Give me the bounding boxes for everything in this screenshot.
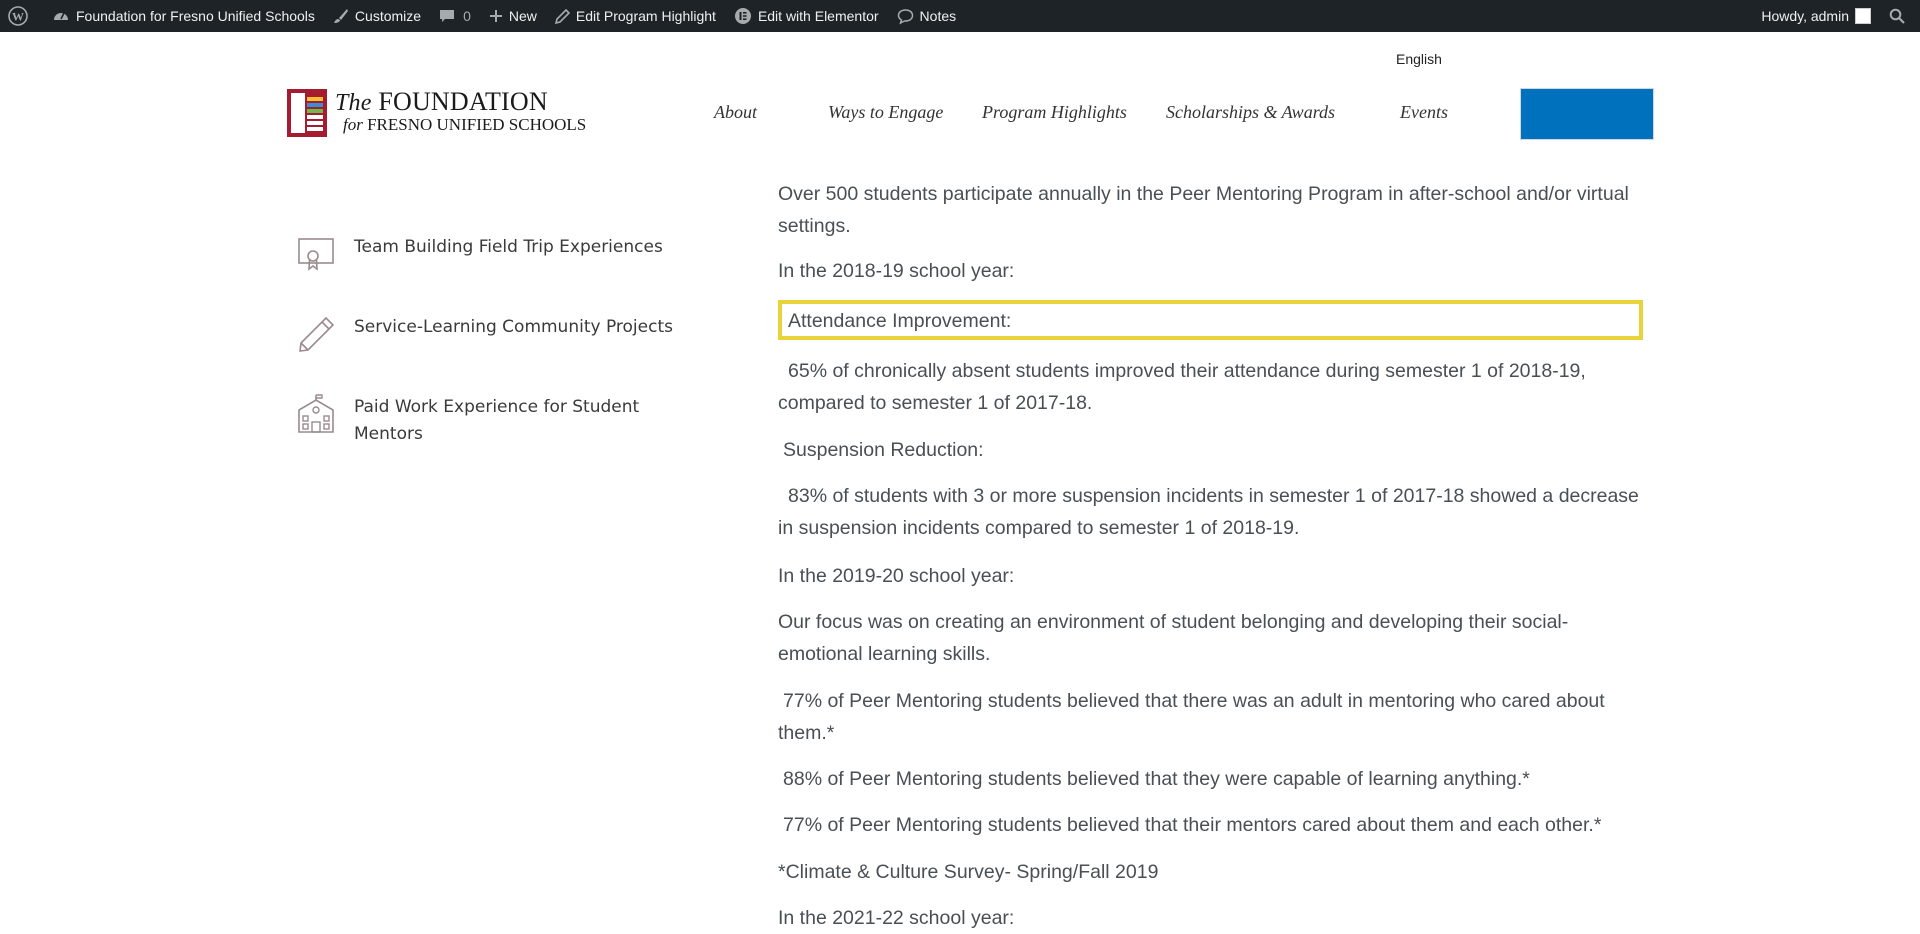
- attendance-text: 65% of chronically absent students improved their attendance during semester 1 of 2018-19, compared to semester 1 of 2017-18.: [778, 360, 1586, 414]
- admin-search-button[interactable]: [1880, 0, 1920, 32]
- comments-count: 0: [463, 8, 471, 24]
- suspension-text: 83% of students with 3 or more suspension incidents in semester 1 of 2017-18 showed a decrease in suspension incidents compared to semester 1 of 2018-19.: [778, 485, 1639, 539]
- search-icon: [1889, 8, 1905, 24]
- pencil-icon: [296, 314, 336, 354]
- nav-about[interactable]: About: [714, 102, 757, 122]
- comments-link[interactable]: [430, 0, 480, 32]
- focus-paragraph: Our focus was on creating an environment of student belonging and developing their social-emotional learning skills.: [778, 611, 1569, 665]
- nav-program-highlights[interactable]: Program Highlights: [982, 102, 1127, 122]
- paintbrush-icon: [333, 8, 349, 24]
- plus-icon: [489, 9, 503, 23]
- speech-bubble-icon: [897, 8, 914, 25]
- year-2021-heading: In the 2021-22 school year:: [778, 907, 1015, 929]
- customize-link[interactable]: [324, 0, 430, 32]
- nav-ways-to-engage[interactable]: Ways to Engage: [828, 102, 944, 122]
- dashboard-gauge-icon: [52, 7, 70, 25]
- intro-paragraph: Over 500 students participate annually in the Peer Mentoring Program in after-school and/or virtual settings.: [778, 183, 1629, 237]
- logo-text: The FOUNDATION for FRESNO UNIFIED SCHOOLS: [335, 86, 587, 134]
- certificate-icon: [296, 234, 336, 274]
- nav-events[interactable]: Events: [1400, 102, 1448, 122]
- sidebar-item-paid-work: [296, 394, 684, 448]
- nav-scholarships-awards[interactable]: Scholarships & Awards: [1166, 102, 1336, 122]
- wordpress-icon: [8, 6, 28, 26]
- notes-link[interactable]: [888, 0, 966, 32]
- attendance-highlight-box[interactable]: [778, 300, 1643, 340]
- new-content-link[interactable]: [480, 0, 546, 32]
- new-label: New: [508, 8, 537, 24]
- edit-with-elementor-link[interactable]: [725, 0, 888, 32]
- notes-label: Notes: [919, 8, 957, 24]
- site-name-link[interactable]: [43, 0, 324, 32]
- sidebar-item-service-learning: [296, 314, 684, 354]
- comment-bubble-icon: [439, 8, 455, 24]
- avatar: [1855, 8, 1871, 24]
- suspension-heading: Suspension Reduction:: [783, 439, 984, 461]
- logo-mark-icon: [287, 89, 327, 137]
- site-name-label: Foundation for Fresno Unified Schools: [76, 8, 315, 24]
- edit-program-label: Edit Program Highlight: [575, 8, 716, 24]
- survey-footnote: *Climate & Culture Survey- Spring/Fall 2019: [778, 861, 1159, 883]
- language-selector[interactable]: English: [1396, 51, 1442, 67]
- school-building-icon: [296, 394, 336, 434]
- sidebar-item-label: Service-Learning Community Projects: [354, 317, 673, 337]
- stat-mentors-cared: 77% of Peer Mentoring students believed that their mentors cared about them and each other.*: [783, 814, 1602, 836]
- year-2019-heading: In the 2019-20 school year:: [778, 565, 1015, 587]
- elementor-label: Edit with Elementor: [757, 8, 879, 24]
- year-2018-heading: In the 2018-19 school year:: [778, 260, 1015, 282]
- svg-text:W: W: [12, 9, 24, 24]
- sidebar-item-team-building: [296, 234, 684, 274]
- sidebar-item-label: Team Building Field Trip Experiences: [354, 237, 663, 257]
- customize-label: Customize: [354, 8, 422, 24]
- attendance-heading: Attendance Improvement:: [788, 310, 1012, 332]
- wp-admin-bar: [0, 0, 1920, 32]
- pencil-edit-icon: [555, 9, 570, 24]
- stat-adult-cared: 77% of Peer Mentoring students believed that there was an adult in mentoring who cared about them.*: [778, 690, 1605, 744]
- sidebar-item-label: Paid Work Experience for Student Mentors: [354, 397, 640, 444]
- howdy-label: Howdy, admin: [1761, 8, 1849, 24]
- elementor-icon: [734, 7, 752, 25]
- wordpress-logo-button[interactable]: [0, 0, 43, 32]
- stat-capable-learning: 88% of Peer Mentoring students believed that they were capable of learning anything.*: [783, 768, 1530, 790]
- site-logo[interactable]: [287, 88, 592, 138]
- my-account-link[interactable]: [1752, 0, 1880, 32]
- header-cta-button[interactable]: [1520, 88, 1654, 140]
- edit-program-highlight-link[interactable]: [546, 0, 725, 32]
